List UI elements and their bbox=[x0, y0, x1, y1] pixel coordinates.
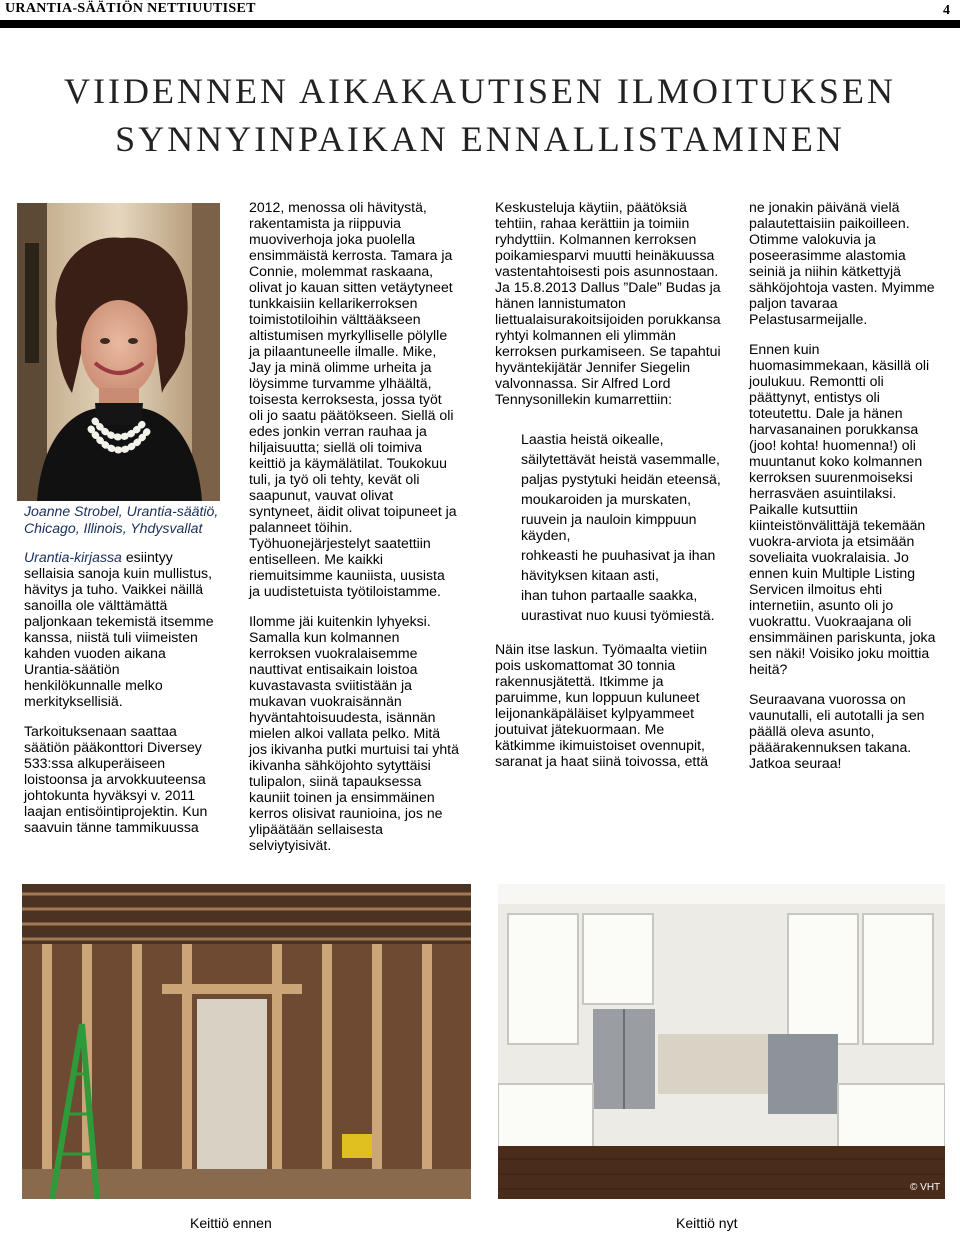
book-title: Urantia-kirjassa bbox=[24, 549, 122, 565]
paragraph: Näin itse laskun. Työmaalta vietiin pois uskomattomat 30 tonnia rakennusjätettä. Itkimme ja paruimme, kun loppuun kuluneet leijonankäpäläiset kylpyammeet joutuivat jätekuormaan. Me kätkimme ikimuistoiset ovennupit, saranat ja haat siinä toivossa, että bbox=[495, 641, 709, 769]
paragraph: Seuraavana vuorossa on vaunutalli, eli autotalli ja sen päällä oleva asunto, pääärakennuksen takana. Jatkoa seuraa! bbox=[749, 691, 925, 771]
paragraph-text: esiintyy sellaisia sanoja kuin mullistus, hävitys ja tuho. Vaikkei näillä sanoilla ole välttämättä paljonkaan tekemistä itsemme kanssa, niistä tuli viimeisten kahden vuoden aikana Urantia-säätiön henkilökunnalle melko merkityksellisiä. bbox=[24, 549, 214, 709]
column-2 bbox=[249, 199, 459, 867]
article-title-line-2: SYNNYINPAIKAN ENNALLISTAMINEN bbox=[115, 119, 845, 159]
portrait-photo bbox=[17, 203, 220, 501]
column-4 bbox=[749, 199, 939, 785]
page-header bbox=[0, 0, 960, 28]
poem-line: uurastivat nuo kuusi työmiestä. bbox=[521, 607, 715, 623]
paragraph: 2012, menossa oli hävitystä, rakentamista ja riippuvia muoviverhoja joka puolella ensimmäistä kerrosta. Tamara ja Connie, molemmat raskaana, olivat jo kauan sitten vetäytyneet tunkkaisiin kellarikerroksen toimistotiloihin välttääkseen altistumisen myrkylliselle pölylle ja pilaantuneelle ilmalle. Mike, Jay ja minä olimme urheita ja löysimme turvamme ylhäältä, toisesta kerroksesta, jossa työt oli jo saatu päätökseen. Siellä oli edes jonkin verran rauhaa ja hiljaisuutta; siellä oli toimiva keittiö ja käymälätilat. Toukokuu tuli, ja työ oli tehty, kevät oli saapunut, vauvat olivat syntyneet, äidit olivat toipuneet ja palanneet töihin. Työhuonejärjestelyt saatettiin entiselleen. Me kaikki riemuitsimme kauniista, uusista ja uudistetuista työtiloistamme. bbox=[249, 199, 457, 599]
kitchen-before-illustration bbox=[22, 884, 471, 1199]
paragraph: Ilomme jäi kuitenkin lyhyeksi. Samalla kun kolmannen kerroksen vuokralaisemme nauttivat entisaikain loistoa kuvastavasta sviitistään ja mukavan vuokraisännän hyväntahtoisuudesta, isännän mielen alkoi vallata pelko. Mitä jos ikivanha putki murtuisi tai yhtä ikivanha sähköjohto sytyttäisi tulipalon, siinä tapauksessa kauniit toinen ja ensimmäinen kerros olisivat raunioina, jos ne ylipäätään sellaisesta selviytyisivät. bbox=[249, 613, 459, 853]
kitchen-before-photo bbox=[22, 884, 471, 1199]
poem-line: ruuvein ja nauloin kimppuun käyden, bbox=[521, 511, 697, 543]
poem-line: säilytettävät heistä vasemmalle, bbox=[521, 451, 720, 467]
paragraph: Ennen kuin huomasimmekaan, käsillä oli joulukuu. Remontti oli päättynyt, entistys oli toteutettu. Dale ja hänen harvasanainen porukkansa (joo! kohta! huomenna!) oli muuntanut koko kolmannen kerroksen suurenmoiseksi herrasväen asuintilaksi. Paikalle kutsuttiin kiinteistönvälittäjä tekemään vuokra-arviota ja etsimään soveliaita vuokralaisia. Jo ennen kuin Multiple Listing Servicen ilmoitus ehti internetiin, asunto oli jo vuokrattu. Vuokraajana oli ensimmäinen pariskunta, joka sen näki! Voisiko joku moittia heitä? bbox=[749, 341, 936, 677]
poem bbox=[521, 431, 721, 623]
poem-line: moukaroiden ja murskaten, bbox=[521, 491, 691, 507]
photo-caption: Joanne Strobel, Urantia-säätiö, Chicago, Illinois, Yhdysvallat bbox=[24, 503, 219, 536]
portrait-illustration bbox=[17, 203, 220, 501]
column-3 bbox=[495, 199, 721, 783]
kitchen-after-illustration bbox=[498, 884, 945, 1199]
paragraph: Keskusteluja käytiin, päätöksiä tehtiin, rahaa kerättiin ja toimiin ryhdyttiin. Kolmannen kerroksen poikamiesparvi muutti heinäkuussa vastentahtoisesti pois asunnostaan. Ja 15.8.2013 Dallus ”Dale” Budas ja hänen lannistumaton liettualaisurakoitsijoiden porukkansa ryhtyi kolmannen eli ylimmän kerroksen purkamiseen. Se tapahtui hyväntekijätär Jennifer Siegelin valvonnassa. Sir Alfred Lord Tennysonillekin kumarrettiin: bbox=[495, 199, 721, 407]
poem-line: hävityksen kitaan asti, bbox=[521, 567, 659, 583]
poem-line: ihan tuhon partaalle saakka, bbox=[521, 587, 698, 603]
after-caption: Keittiö nyt bbox=[676, 1215, 738, 1231]
paragraph: Tarkoituksenaan saattaa säätiön pääkonttori Diversey 533:ssa alkuperäiseen loistoonsa ja arvokkuuteensa johtokunta hyväksyi v. 2011 laajan entisöintiprojektin. Kun saavuin tänne tammikuussa bbox=[24, 723, 208, 835]
kitchen-after-photo bbox=[498, 884, 945, 1199]
photo-watermark: © VHT bbox=[910, 1182, 941, 1193]
paragraph: ne jonakin päivänä vielä palautettaisiin paikoilleen. Otimme valokuvia ja poseerasimme alastomia seiniä ja niihin kätkettyjä sähköjohtoja vasten. Myimme paljon tavaraa Pelastusarmeijalle. bbox=[749, 199, 935, 327]
header-rule bbox=[0, 20, 960, 28]
column-1 bbox=[24, 503, 219, 849]
article-title-line-1: VIIDENNEN AIKAKAUTISEN ILMOITUKSEN bbox=[64, 71, 896, 111]
publication-name: URANTIA-SÄÄTIÖN NETTIUUTISET bbox=[5, 1, 256, 16]
poem-line: Laastia heistä oikealle, bbox=[521, 431, 664, 447]
page-number: 4 bbox=[943, 3, 950, 18]
paragraph bbox=[24, 549, 219, 709]
poem-line: rohkeasti he puuhasivat ja ihan bbox=[521, 547, 716, 563]
before-caption: Keittiö ennen bbox=[190, 1215, 272, 1231]
poem-line: paljas pystytuki heidän eteensä, bbox=[521, 471, 721, 487]
